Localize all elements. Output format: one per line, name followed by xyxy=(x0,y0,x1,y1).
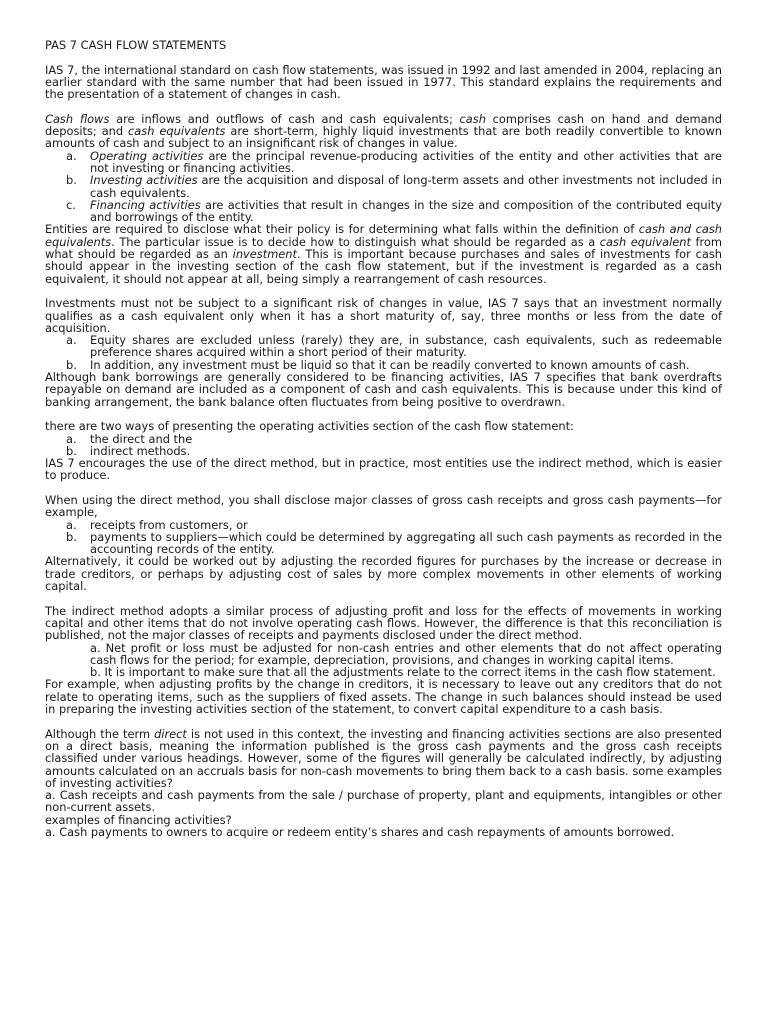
list-item-investing: b. Investing activities are the acquisition and disposal of long-term assets and other investments not included in cash equivalents. xyxy=(66,173,722,200)
investments-paragraph: Investments must not be subject to a significant risk of changes in value, IAS 7 says that an investment normally qualifies as a cash equivalent only when it has a short maturity of, say, three months or less from the date of acquisition. xyxy=(45,296,722,335)
policy-paragraph: Entities are required to disclose what their policy is for determining what falls within the definition of cash and cash equivalents. The particular issue is to decide how to distinguish what should be regarded as a cash equivalent from what should be regarded as an investment. This is important because purchases and sales of investments for cash should appear in the investing section of the cash flow statement, but if the investment is regarded as a cash equivalent, it should not appear at all, being simply a rearrangement of cash resources. xyxy=(45,222,722,286)
borrowings-paragraph: Although bank borrowings are generally considered to be financing activities, IAS 7 specifies that bank overdrafts repayable on demand are included as a component of cash and cash equivalents. This is because under this kind of banking arrangement, the bank balance often fluctuates from being positive to overdrawn. xyxy=(45,370,722,409)
although-paragraph: Although the term direct is not used in this context, the investing and financing activities sections are also presented on a direct basis, meaning the information published is the gross cash payments and the gross cash receipts classified under various headings. However, some of the figures will generally be calculated indirectly, by adjusting amounts calculated on an accruals basis for non-cash movements to bring them back to a cash basis. some examples of investing activities? xyxy=(45,726,722,790)
term-cash: cash xyxy=(459,111,486,126)
list-item-financing: c. Financing activities are activities that result in changes in the size and composition of the contributed equity and borrowings of the entity. xyxy=(66,197,722,225)
direct-method-paragraph: When using the direct method, you shall disclose major classes of gross cash receipts and gross cash payments—for example, xyxy=(45,492,722,520)
list-item: b. In addition, any investment must be liquid so that it can be readily converted to known amounts of cash. xyxy=(66,357,690,372)
definitions-paragraph: Cash flows are inflows and outflows of cash and cash equivalents; cash comprises cash on hand and demand deposits; and cash equivalents are short-term, highly liquid investments that are both readily convertible to known amounts of cash and subject to an insignificant risk of changes in value. xyxy=(45,111,723,151)
encourages-paragraph: IAS 7 encourages the use of the direct method, but in practice, most entities use the indirect method, which is easier to produce. xyxy=(45,456,722,483)
indirect-method-paragraph: The indirect method adopts a similar process of adjusting profit and loss for the effects of movements in working capital and other items that do not involve operating cash flows. However, the difference is that this reconciliation is published, not the major classes of receipts and payments disclosed under the direct method. xyxy=(45,603,722,643)
list-item-operating: a. Operating activities are the principal revenue-producing activities of the entity and other activities that are not investing or financing activities. xyxy=(66,148,722,175)
financing-question: examples of financing activities? xyxy=(45,812,232,827)
term-cash-equivalents: cash equivalents xyxy=(128,124,226,139)
intro-paragraph: IAS 7, the international standard on cash flow statements, was issued in 1992 and last amended in 2004, replacing an earlier standard with the same number that had been issued in 1977. This standard explains the requirements and the presentation of a statement of changes in cash. xyxy=(45,62,722,102)
document-title: PAS 7 CASH FLOW STATEMENTS xyxy=(45,38,227,52)
list-item: b. indirect methods. xyxy=(66,443,191,458)
document-page xyxy=(45,39,722,838)
list-item: a. the direct and the xyxy=(66,431,193,446)
term-cash-flows: Cash flows xyxy=(45,111,110,126)
list-item: b. payments to suppliers—which could be determined by aggregating all such cash payments as recorded in the accounting records of the entity. xyxy=(66,529,722,557)
for-example-paragraph: For example, when adjusting profits by the change in creditors, it is necessary to leave out any creditors that do not relate to operating items, such as the suppliers of fixed assets. The change in such balances should instead be used in preparing the investing activities section of the statement, to convert capital expenditure to a cash basis. xyxy=(45,677,722,717)
two-ways-paragraph: there are two ways of presenting the operating activities section of the cash flow statement: xyxy=(45,419,574,434)
financing-example: a. Cash payments to owners to acquire or redeem entity’s shares and cash repayments of amounts borrowed. xyxy=(45,825,675,839)
list-item: b. It is important to make sure that all the adjustments relate to the correct items in the cash flow statement. xyxy=(90,665,716,680)
investing-example: a. Cash receipts and cash payments from the sale / purchase of property, plant and equipments, intangibles or other non-current assets. xyxy=(45,788,722,815)
list-item: a. Equity shares are excluded unless (rarely) they are, in substance, cash equivalents, such as redeemable preference shares acquired within a short period of their maturity. xyxy=(66,333,722,360)
list-item: a. receipts from customers, or xyxy=(66,517,248,532)
list-item: a. Net profit or loss must be adjusted for non-cash entries and other elements that do not affect operating cash flows for the period; for example, depreciation, provisions, and changes in working capital items. xyxy=(90,640,722,667)
alternatively-paragraph: Alternatively, it could be worked out by adjusting the recorded figures for purchases by the increase or decrease in trade creditors, or perhaps by adjusting cost of sales by more complex movements in other elements of working capital. xyxy=(45,554,722,594)
